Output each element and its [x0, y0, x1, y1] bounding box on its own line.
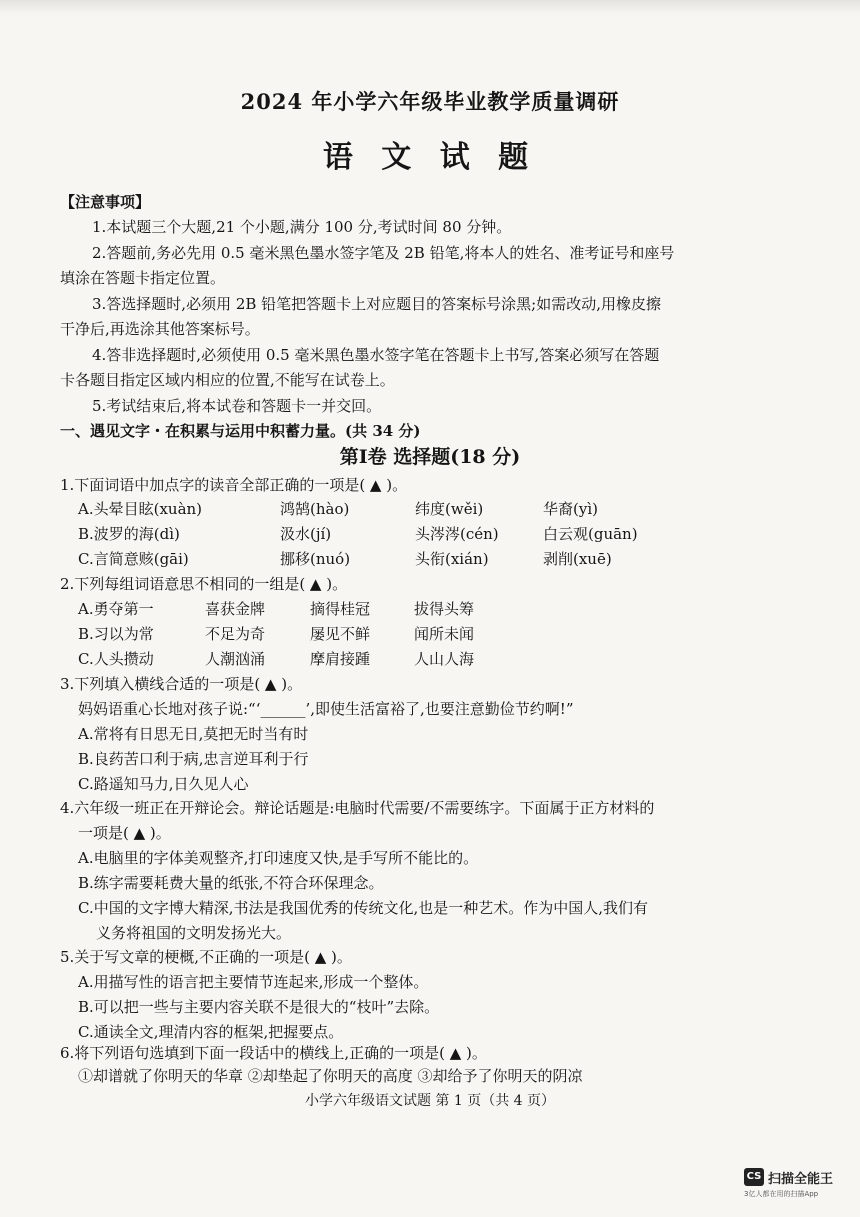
notice-item: 4.答非选择题时,必须使用 0.5 毫米黑色墨水签字笔在答题卡上书写,答案必须写在答题 — [92, 346, 660, 364]
notice-item: 2.答题前,务必先用 0.5 毫米黑色墨水签字笔及 2B 铅笔,将本人的姓名、准考证号和座号 — [92, 244, 675, 262]
option-text: A.勇夺第一 — [78, 600, 154, 618]
option-text: C.路遥知马力,日久见人心 — [78, 775, 249, 793]
scanner-watermark — [744, 1166, 844, 1202]
option-text: 白云观(guān) — [543, 525, 638, 543]
option-text: 人潮汹涌 — [205, 650, 266, 668]
camscanner-logo-icon: CS — [744, 1168, 764, 1186]
option-text: 义务将祖国的文明发扬光大。 — [96, 924, 292, 942]
exam-title: 2024 年小学六年级毕业教学质量调研 — [240, 89, 620, 114]
question-2-option-row — [78, 648, 638, 670]
notice-item: 1.本试题三个大题,21 个小题,满分 100 分,考试时间 80 分钟。 — [92, 218, 512, 236]
notice-item: 卡各题目指定区域内相应的位置,不能写在试卷上。 — [60, 371, 395, 389]
option-text: B.可以把一些与主要内容关联不是很大的“枝叶”去除。 — [78, 998, 440, 1016]
option-text: 挪移(nuó) — [280, 550, 351, 568]
option-text: 华裔(yì) — [543, 500, 598, 518]
option-text: 头涔涔(cén) — [415, 525, 499, 543]
option-text: 摘得桂冠 — [310, 600, 371, 618]
question-1-stem: 1.下面词语中加点字的读音全部正确的一项是( ▲ )。 — [60, 476, 408, 494]
option-text: 拔得头筹 — [414, 600, 475, 618]
option-text: 不足为奇 — [205, 625, 266, 643]
option-text: 纬度(wěi) — [415, 500, 484, 518]
question-4-stem: 4.六年级一班正在开辩论会。辩论话题是:电脑时代需要/不需要练字。下面属于正方材料的 — [60, 799, 655, 817]
question-5-stem: 5.关于写文章的梗概,不正确的一项是( ▲ )。 — [60, 948, 352, 966]
option-text: 剥削(xuē) — [543, 550, 612, 568]
question-1-option-row — [78, 523, 718, 545]
part-title: 第Ⅰ卷 选择题(18 分) — [339, 446, 521, 468]
question-4-stem: 一项是( ▲ )。 — [78, 824, 171, 842]
option-text: B.良药苦口利于病,忠言逆耳利于行 — [78, 750, 309, 768]
notice-item: 3.答选择题时,必须用 2B 铅笔把答题卡上对应题目的答案标号涂黑;如需改动,用橡皮擦 — [92, 295, 662, 313]
exam-subject-title: 语 文 试 题 — [322, 140, 538, 175]
question-6-items: ①却谱就了你明天的华章 ②却垫起了你明天的高度 ③却给予了你明天的阴凉 — [78, 1067, 583, 1085]
option-text: C.言简意赅(gāi) — [78, 550, 189, 568]
option-text: 屡见不鲜 — [310, 625, 371, 643]
option-text: A.用描写性的语言把主要情节连起来,形成一个整体。 — [78, 973, 429, 991]
option-text: C.通读全文,理清内容的框架,把握要点。 — [78, 1023, 344, 1041]
question-2-option-row — [78, 598, 638, 620]
option-text: A.头晕目眩(xuàn) — [78, 500, 203, 518]
question-1-option-row — [78, 498, 718, 520]
question-3-context: 妈妈语重心长地对孩子说:“‘______’,即使生活富裕了,也要注意勤俭节约啊!” — [78, 700, 574, 718]
section-heading: 一、遇见文字・在积累与运用中积蓄力量。(共 34 分) — [60, 422, 421, 440]
option-text: B.波罗的海(dì) — [78, 525, 180, 543]
notice-heading: 【注意事项】 — [60, 193, 151, 211]
option-text: 头衔(xián) — [415, 550, 489, 568]
option-text: 汲水(jí) — [280, 525, 332, 543]
option-text: A.电脑里的字体美观整齐,打印速度又快,是手写所不能比的。 — [78, 849, 479, 867]
option-text: 鸿鹄(hào) — [280, 500, 350, 518]
notice-item: 干净后,再选涂其他答案标号。 — [60, 320, 260, 338]
option-text: 摩肩接踵 — [310, 650, 371, 668]
option-text: A.常将有日思无日,莫把无时当有时 — [78, 725, 309, 743]
notice-item: 填涂在答题卡指定位置。 — [60, 269, 226, 287]
watermark-name: 扫描全能王 — [768, 1172, 834, 1187]
option-text: 人山人海 — [414, 650, 475, 668]
question-2-stem: 2.下列每组词语意思不相同的一组是( ▲ )。 — [60, 575, 348, 593]
option-text: 喜获金牌 — [205, 600, 266, 618]
question-1-option-row — [78, 548, 718, 570]
option-text: 闻所未闻 — [414, 625, 475, 643]
option-text: B.练字需要耗费大量的纸张,不符合环保理念。 — [78, 874, 384, 892]
option-text: C.人头攒动 — [78, 650, 154, 668]
option-text: B.习以为常 — [78, 625, 154, 643]
option-text: C.中国的文字博大精深,书法是我国优秀的传统文化,也是一种艺术。作为中国人,我们有 — [78, 899, 649, 917]
scan-edge-shadow — [0, 0, 860, 14]
question-6-stem: 6.将下列语句选填到下面一段话中的横线上,正确的一项是( ▲ )。 — [60, 1044, 487, 1062]
watermark-tagline: 3亿人都在用的扫描App — [744, 1190, 819, 1198]
question-3-stem: 3.下列填入横线合适的一项是( ▲ )。 — [60, 675, 303, 693]
notice-item: 5.考试结束后,将本试卷和答题卡一并交回。 — [92, 397, 382, 415]
question-2-option-row — [78, 623, 638, 645]
page-footer: 小学六年级语文试题 第 1 页（共 4 页） — [304, 1093, 556, 1109]
